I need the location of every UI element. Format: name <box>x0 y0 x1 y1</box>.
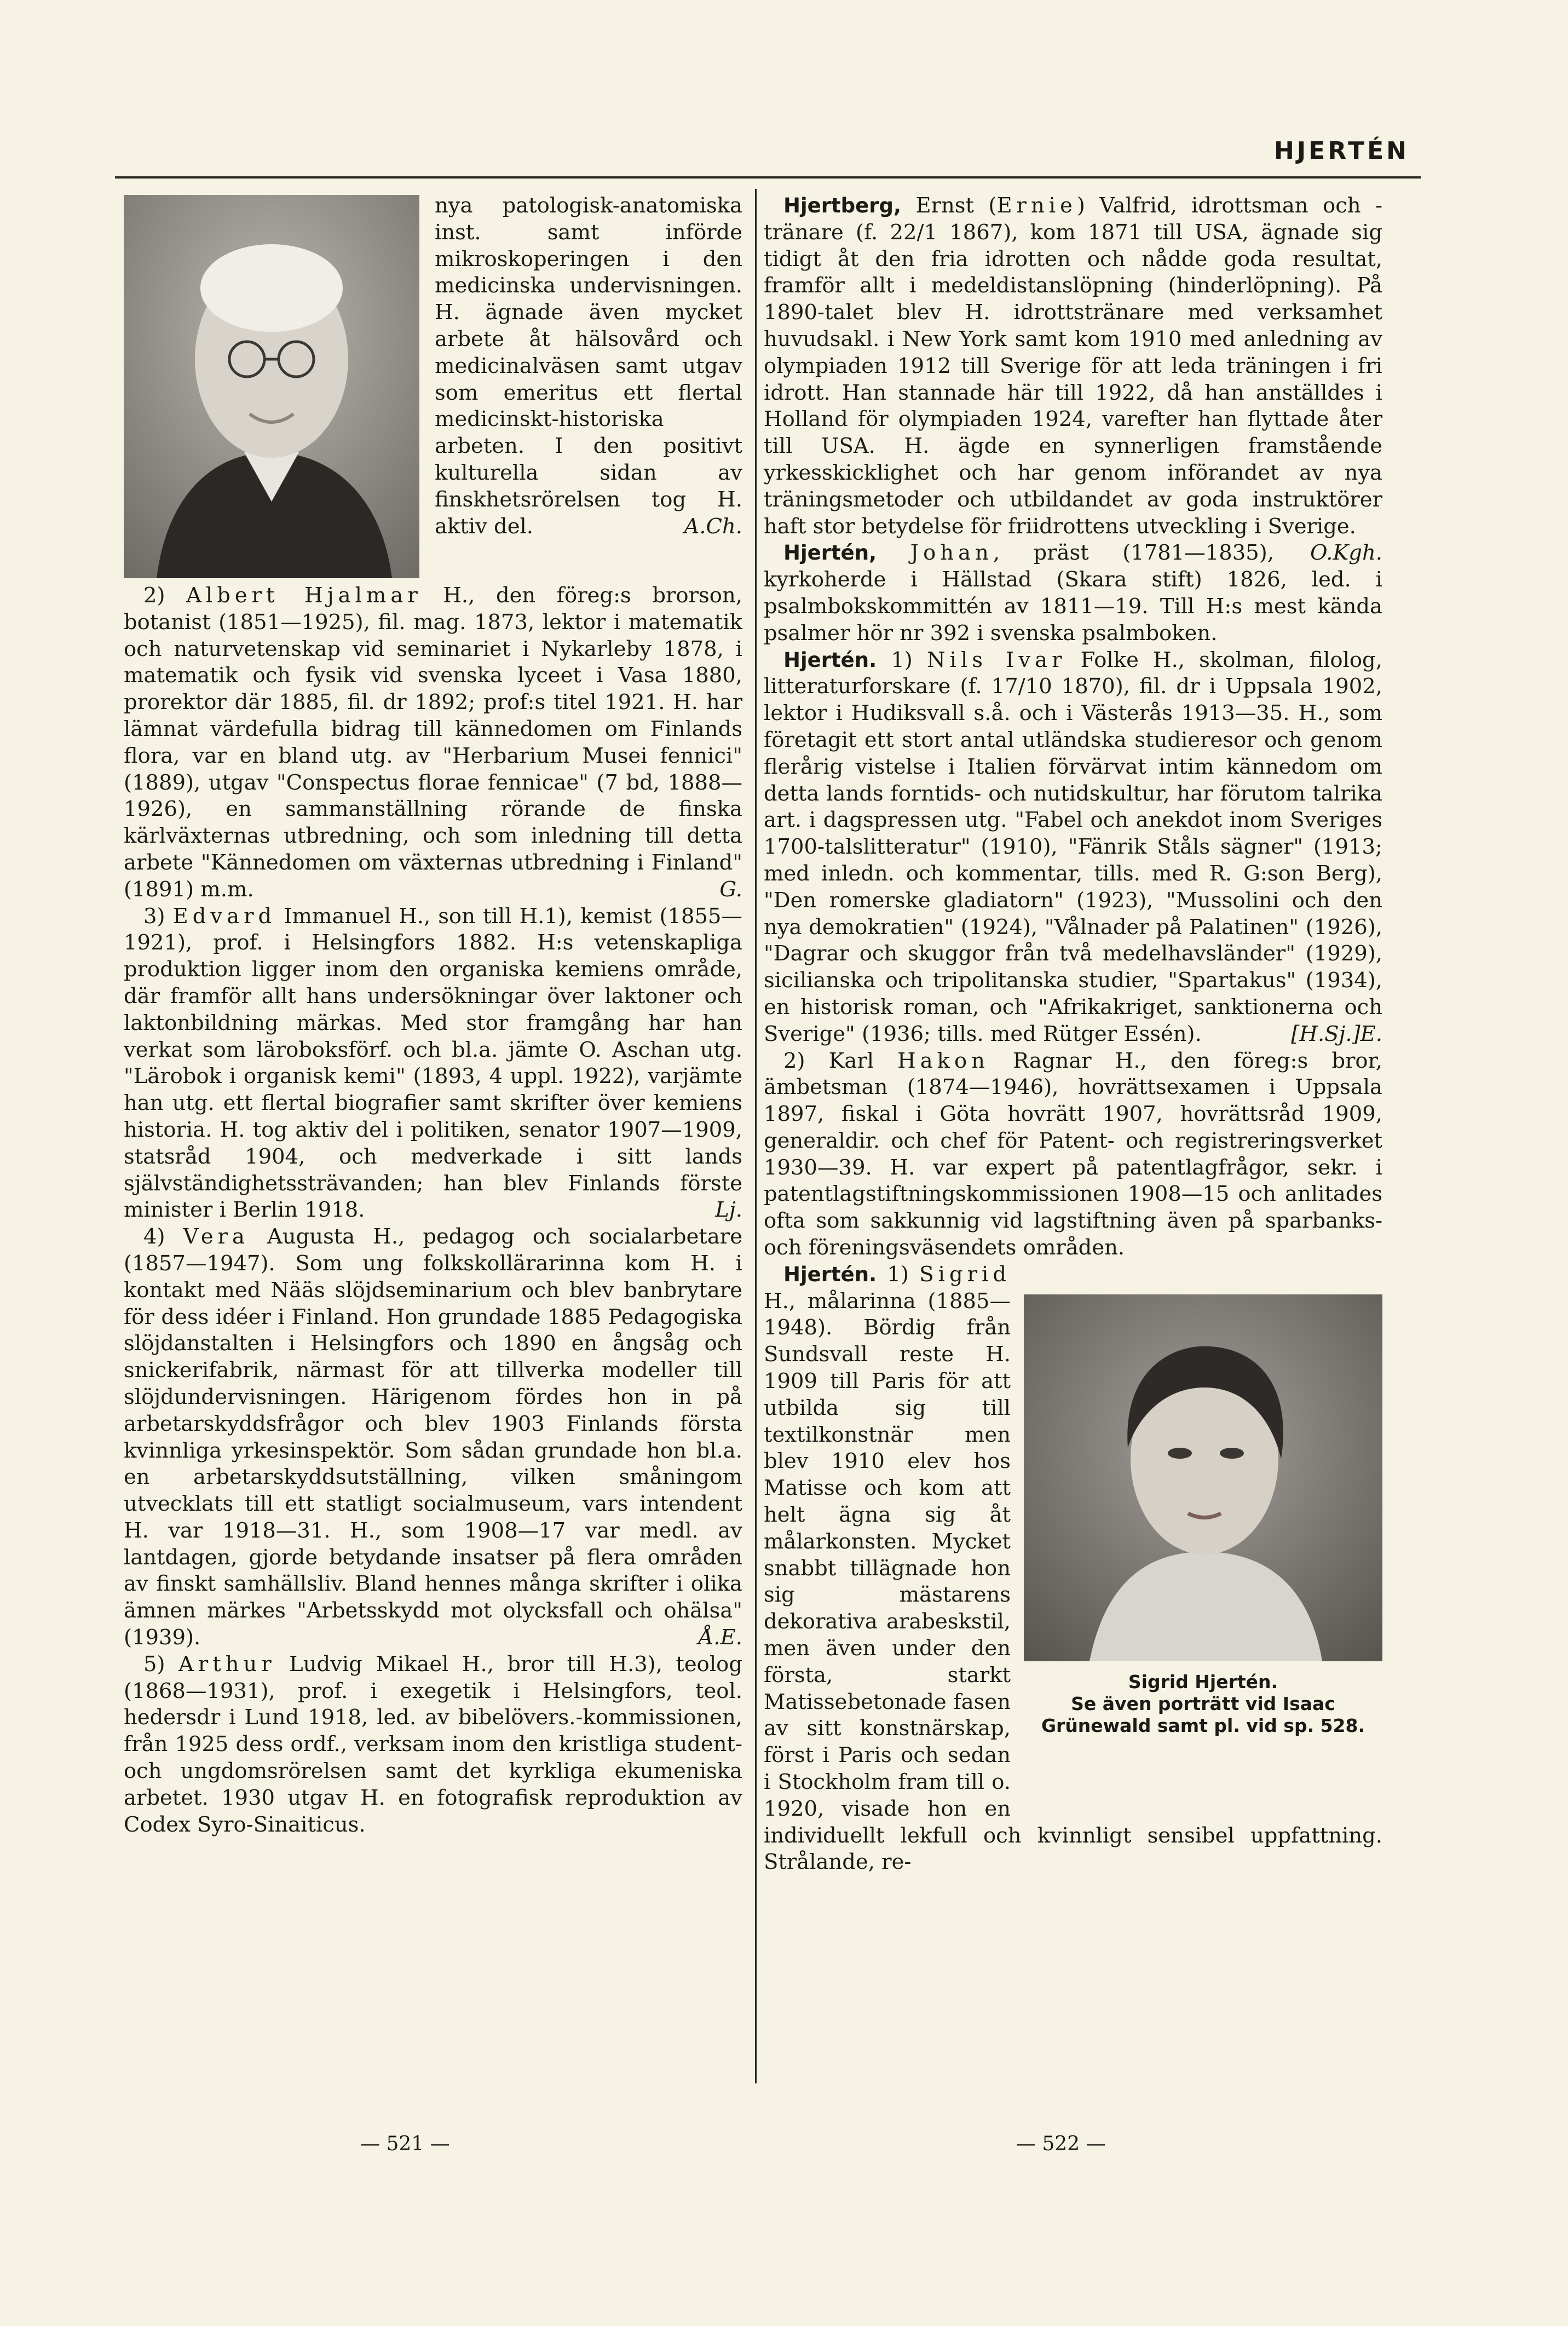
entry-text: H., den föreg:s brorson, botanist (1851—1925), fil. mag. 1873, lektor i matematik och naturvetenskap vid seminariet i Nykarleby 1878, i matematik och fysik vid svenska lyceet i Vasa 1880, prorektor där 1885, fil. dr 1892; prof:s titel 1921. H. har lämnat värdefulla bidrag till kännedomen om Finlands flora, var en bland utg. av "Herbarium Musei fennici" (1889), utgav "Conspectus florae fennicae" (7 bd, 1888—1926), en sammanställning rörande de finska kärlväxternas utbredning, och som inledning till detta arbete "Kännedomen om växternas utbredning i Finland" (1891) m.m. <box>124 583 742 902</box>
entry-text: , präst (1781—1835), kyrkoherde i Hällstad (Skara stift) 1826, led. i psalmbokskommittén av 1811—19. Till H:s mest kända psalmer hör nr 392 i svenska psalmboken. <box>764 540 1382 646</box>
figure-caption <box>1024 1671 1382 1737</box>
left-column <box>124 193 742 1838</box>
entry-signature: [H.Sj.]E. <box>1291 1021 1382 1046</box>
entry-number: 2) <box>143 583 165 608</box>
entry-signature: Å.E. <box>698 1625 742 1650</box>
header-rule <box>115 176 1421 179</box>
entry-number: 5) <box>143 1651 165 1677</box>
portrait-illustration <box>124 195 419 578</box>
caption-note: Se även porträtt vid Isaac Grünewald samt pl. vid sp. 528. <box>1041 1692 1365 1736</box>
caption-title: Sigrid Hjertén. <box>1128 1671 1278 1692</box>
entry-name: Johan <box>910 540 993 566</box>
entry-text: Karl <box>828 1048 874 1073</box>
entry-name: Arthur <box>178 1651 276 1677</box>
entry-intro-text: nya patologisk-anatomiska inst. samt införde mikroskoperingen i den medicinska undervisningen. H. ägnade även mycket arbete åt hälsovård och medicinalväsen samt utgav som emeritus ett flertal medicinskt-historiska arbeten. I den positivt kulturella sidan av finskhetsrörelsen tog H. aktiv del. <box>435 193 742 539</box>
entry-number: 1) <box>887 1262 909 1287</box>
entry-name: Albert Hjalmar <box>186 583 422 608</box>
entry-text: H., målarinna (1885—1948). Bördig från Sundsvall reste H. 1909 till Paris för att utbilda sig till textilkonstnär men blev 1910 elev hos Matisse och kom att helt ägna sig åt målarkonsten. Mycket snabbt tillägnade hon sig mästarens dekorativa arabeskstil, men även under den första, starkt Matissebetonade fasen av sitt konstnärskap, först i Paris och sedan i Stockholm fram till o. 1920, visade hon en individuellt lekfull och kvinnligt sensibel uppfattning. Strålande, re- <box>764 1288 1382 1875</box>
portrait-photo-woman <box>1024 1294 1382 1661</box>
entry-text: Ragnar H., den föreg:s bror, ämbetsman (1874—1946), hovrättsexamen i Uppsala 1897, fiskal i Göta hovrätt 1907, hovrättsråd 1909, generaldir. och chef för Patent- och registreringsverket 1930—39. H. var expert på patentlagfrågor, sekr. i patentlagstiftningskommissionen 1908—15 och anlitades ofta som sakkunnig vid lagstiftning även på sparbanks- och föreningsväsendets områden. <box>764 1048 1382 1260</box>
portrait-figure-sigrid <box>1024 1294 1382 1815</box>
entry-text: ) Valfrid, idrottsman och -tränare (f. 22/1 1867), kom 1871 till USA, ägnade sig tidigt åt den fria idrotten och nådde goda resultat, framför allt i medeldistanslöpning (hinderlöpning). På 1890-talet blev H. idrottstränare med verksamhet huvudsakl. i New York samt kom 1910 med anledning av olympiaden 1912 till Sverige för att leda träningen i fri idrott. Han stannade här till 1922, då han anställdes i Holland för olympiaden 1924, varefter han flyttade åter till USA. H. ägde en synnerligen framstående yrkesskicklighet och har genom införandet av nya träningsmetoder och utbildandet av goda instruktörer haft stor betydelse för friidrottens utveckling i Sverige. <box>764 193 1382 539</box>
entry-headword: Hjertén, <box>783 541 877 565</box>
entry-number: 4) <box>143 1224 165 1250</box>
portrait-photo-elderly-man <box>124 195 419 578</box>
portrait-illustration <box>1024 1294 1382 1661</box>
entry-signature: A.Ch. <box>684 514 742 539</box>
page-number-left: — 521 — <box>360 2133 450 2155</box>
entry-text: Folke H., skolman, filolog, litteraturforskare (f. 17/10 1870), fil. dr i Uppsala 1902, lektor i Hudiksvall s.å. och i Västerås 1913—35. H., som företagit ett stort antal utländska studieresor och genom flerårig vistelse i Italien förvärvat intim kännedom om detta lands forntids- och nutidskultur, har förutom talrika art. i dagspressen utg. "Fabel och anekdot inom Sveriges 1700-talslitteratur" (1910), "Fänrik Ståls sägner" (1913; med inledn. och kommentar, tills. med R. G:son Berg), "Den romerske gladiatorn" (1923), "Mussolini och den nya demokratien" (1924), "Vålnader på Palatinen" (1926), "Dagrar och skuggor från två medelhavsländer" (1929), sicilianska och tripolitanska studier, "Spartakus" (1934), en historisk roman, och "Afrikakriget, sanktionerna och Sverige" (1936; tills. med Rütger Essén). <box>764 647 1382 1046</box>
entry-name: Ernie <box>996 193 1077 218</box>
entry-name: Edvard <box>172 903 276 929</box>
entry-number: 1) <box>891 647 913 672</box>
entry-name: Sigrid <box>919 1262 1011 1287</box>
entry-text: Ludvig Mikael H., bror till H.3), teolog (1868—1931), prof. i exegetik i Helsingfors, teol. hedersdr i Lund 1918, led. av bibelövers.-kommissionen, från 1925 dess ordf., verksam inom den kristliga student- och ungdomsrörelsen samt det kyrkliga ekumeniska arbetet. 1930 utgav H. en fotografisk reproduktion av Codex Syro-Sinaiticus. <box>124 1651 742 1837</box>
entry-signature: Lj. <box>715 1197 742 1223</box>
entry-number: 2) <box>783 1048 805 1073</box>
entry-headword: Hjertén. <box>783 1262 877 1286</box>
entry-headword: Hjertberg, <box>783 194 902 217</box>
right-column <box>764 193 1382 1876</box>
entry-name: Nils Ivar <box>926 647 1067 672</box>
entry-text: Augusta H., pedagog och socialarbetare (1857—1947). Som ung folkskollärarinna kom H. i kontakt med Nääs slöjdseminarium och blev banbrytare för dess idéer i Finland. Hon grundade 1885 Pedagogiska slöjdanstalten i Helsingfors och 1890 en ångsåg och snickerifabrik, närmast för att tillverka modeller till slöjdundervisningen. Härigenom fördes hon in på arbetarskyddsfrågor och blev 1903 Finlands första kvinnliga yrkesinspektör. Som sådan grundade hon bl.a. en arbetarskyddsutställning, vilken småningom utvecklats till ett statligt socialmuseum, vars intendent H. var 1918—31. H., som 1908—17 var medl. av lantdagen, gjorde betydande insatser på flera områden av finskt samhällsliv. Bland hennes många skrifter i olika ämnen märkes "Arbetsskydd mot olycksfall och ohälsa" (1939). <box>124 1224 742 1650</box>
page-number-right: — 522 — <box>1016 2133 1106 2155</box>
column-divider <box>755 189 757 2083</box>
entry-name: Vera <box>183 1224 249 1250</box>
entry-signature: O.Kgh. <box>1310 540 1382 566</box>
running-header: HJERTÉN <box>1273 137 1409 165</box>
entry-headword: Hjertén. <box>783 648 877 672</box>
entry-signature: G. <box>719 877 742 902</box>
entry-text: Ernst ( <box>915 193 997 218</box>
entry-number: 3) <box>143 903 165 929</box>
entry-text: Immanuel H., son till H.1), kemist (1855—1921), prof. i Helsingfors 1882. H:s vetenskapliga produktion ligger inom den organiska kemiens område, där framför allt hans undersökningar över laktoner och laktonbildning märkas. Med stor framgång har han verkat som läroboksförf. och bl.a. jämte O. Aschan utg. "Lärobok i organisk kemi" (1893, 4 uppl. 1922), varjämte han utg. ett flertal biografier samt skrifter över kemiens historia. H. tog aktiv del i politiken, senator 1907—1909, statsråd 1904, och medverkade i sitt lands självständighetssträvanden; han blev Finlands förste minister i Berlin 1918. <box>124 903 742 1223</box>
entry-name: Hakon <box>897 1048 989 1073</box>
